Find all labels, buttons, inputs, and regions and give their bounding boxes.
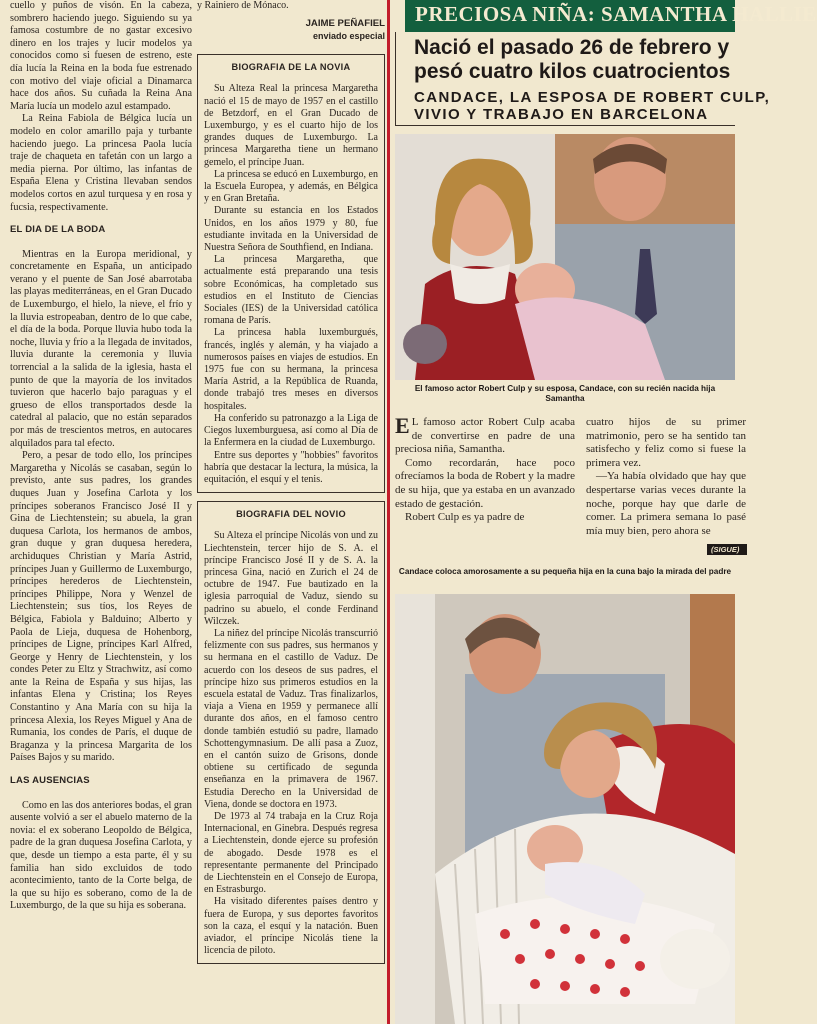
section-heading-absences: LAS AUSENCIAS bbox=[10, 775, 90, 787]
body-column-1 bbox=[395, 413, 575, 525]
paragraph: La niñez del príncipe Nicolás transcurrió felizmente con sus padres, sus hermanos y su hermana en el castillo de Vaduz. De acuerdo con los deseos de sus padres, el príncipe hizo sus primeros estudios en la escuela estatal de Vaduz. Tras finalizarlos, viaja a Viena en 1959 y permanece allí durante dos años, en el famoso centro donde también estudió su padre, llamado Schottengymnasium. De allí pasa a Zuoz, en el cantón suizo de Grisons, donde obtiene su certificado de segunda enseñanza en la primavera de 1967. Estudia Derecho en la Universidad de Viena, donde se doctora en 1973. bbox=[204, 627, 378, 810]
photo-couple-with-newborn bbox=[395, 134, 735, 380]
author-name: JAIME PEÑAFIEL bbox=[305, 18, 385, 30]
photo-caption-top: El famoso actor Robert Culp y su esposa, Candace, con su recién nacida hija Samantha bbox=[414, 384, 716, 403]
paragraph: Robert Culp es ya padre de bbox=[405, 511, 525, 524]
paragraph: La princesa habla luxemburgués, francés, inglés y alemán, y ha viajado a numerosos países en viajes de estudios. En 1975 fue con su hermana, la princesa María Astrid, a la República de Ruanda, donde trabajó tres meses en diversos hospitales. bbox=[204, 327, 378, 412]
continued-tag: (SIGUE) bbox=[707, 544, 747, 555]
headline-line-2: pesó cuatro kilos cuatrocientos bbox=[414, 60, 731, 83]
paragraph: Ha visitado diferentes países dentro y fuera de Europa, y sus deportes favoritos son la caza, el esquí y la natación. Buen aviador, el príncipe Nicolás tiene la licencia de piloto. bbox=[204, 896, 378, 957]
bride-biography-title: BIOGRAFIA DE LA NOVIA bbox=[231, 62, 351, 73]
article-column-right bbox=[395, 0, 817, 1024]
headline-line-1: Nació el pasado 26 de febrero y bbox=[414, 36, 730, 59]
paragraph: La princesa se educó en Luxemburgo, en la Escuela Europea, y además, en Bélgica y en Gran Bretaña. bbox=[204, 168, 378, 205]
paragraph: Entre sus deportes y ''hobbies'' favoritos habría que destacar la lectura, la música, la equitación, el esquí y el tenis. bbox=[204, 449, 378, 485]
paragraph-text: L famoso actor Robert Culp acaba de convertirse en padre de una preciosa niña, Samantha. bbox=[395, 416, 575, 456]
paragraph: y Rainiero de Mónaco. bbox=[197, 0, 289, 11]
article-column-middle bbox=[197, 0, 385, 1024]
byline bbox=[197, 18, 385, 42]
paragraph: Durante su estancia en los Estados Unidos, en los años 1979 y 80, fue estudiante invitada en la Universidad de Nuestra Señora de Southfiend, en Indiana. bbox=[204, 205, 378, 254]
section-banner: PRECIOSA NIÑA: SAMANTHA HALLIE bbox=[405, 0, 735, 32]
paragraph: Mientras en la Europa meridional, y concretamente en España, un anticipado verano y el puente de San José abarrotaba las playas mediterráneas, en el Gran Ducado de Luxemburgo, el hielo, la nieve, el frío y la lluvia estropeaban, dentro de lo que cabe, el día de la boda. Porque lluvia hubo toda la noche, lluvia y frío a la llegada de invitados, lluvia durante la ceremonia y lluvia torrencial a la salida de la iglesia, hasta el punto de que la mayoría de los invitados tuvieron que hacerlo bajo paraguas y el grueso de ellos transportados desde la catedral al palacio, que no están separados por más de trescientos metros, en autocares alquilados para tal efecto. bbox=[10, 248, 192, 449]
drop-cap: E bbox=[395, 413, 410, 438]
paragraph bbox=[395, 413, 575, 457]
paragraph: Ha conferido su patronazgo a la Liga de Ciegos luxemburguesa, así como al Día de la Enfermera en la ciudad de Luxemburgo. bbox=[204, 412, 378, 449]
subheadline-line-1: CANDACE, LA ESPOSA DE ROBERT CULP, bbox=[414, 89, 771, 106]
paragraph: Pero, a pesar de todo ello, los príncipes Margaretha y Nicolás se casaban, según lo previsto, ante sus padres, los grandes duques Juan y Josefina Carlota y los príncipes soberanos Francisco José II y Gina de Liechtenstein; su abuela, la gran duquesa Carlota, los hermanos de ambos, gran duque y gran duquesa heredera, archiduques Christian y María Astrid, príncipes Juan y Guillermo de Luxemburgo, príncipes herederos de Liechtenstein, príncipes Philippe, Nora y Wenzel de Liechtenstein; sus tíos, los Reyes de Bélgica, Fabiola y Balduino; Alberto y Paola de Lieja, duquesa de Hohenborg, príncipes de Ligne, príncipes Karl Alfred, George y Henry de Liechtenstein, y los condes Peter zu Eltz y Strachwitz, así como ante la Reina de España y sus hijas, las infantas Elena y Cristina; los Reyes Constantino y Ana María con su hija la princesa Alexia, los Reyes Miguel y Ana de Rumania, los condes de París, el duque de Braganza y la princesa Margarita de los Países Bajos y su marido. bbox=[10, 450, 192, 764]
headline-block bbox=[395, 32, 771, 126]
paragraph: cuatro hijos de su primer matrimonio, pero se ha sentido tan satisfecho y feliz como si fuese la primera vez. bbox=[586, 416, 746, 469]
paragraph: La princesa Margaretha, que actualmente está preparando una tesis sobre Económicas, ha completado sus estudios en el Instituto de Ciencias Sociales (IES) de la Universidad católica romana de París. bbox=[204, 254, 378, 327]
paragraph: Como en las dos anteriores bodas, el gran ausente volvió a ser el abuelo materno de la novia: el ex soberano Leopoldo de Bélgica, padre de la gran duquesa Josefina Carlota, y que, desde un tiempo a esta parte, él y su familia han sido excluidos de todo acontecimiento, tanto de la Corte belga, de la que su hijo es soberano, como de la de Luxemburgo, de la que su hija es soberana. bbox=[10, 799, 192, 912]
paragraph: —Ya había olvidado que hay que despertarse varias veces durante la noche, porque hay que darle de comer. La primera semana lo pasé mía muy bien, pero ahora se bbox=[586, 470, 746, 537]
groom-biography-box bbox=[197, 501, 385, 964]
photo-caption-bottom: Candace coloca amorosamente a su pequeña hija en la cuna bajo la mirada del padre bbox=[398, 567, 732, 576]
paragraph: De 1973 al 74 trabaja en la Cruz Roja Internacional, en Ginebra. Después regresa a Liechtenstein, donde ejerce su profesión de abogado. Desde 1978 es el representante permanente del Principado de Liechtenstein en el Consejo de Europa, en Estrasburgo. bbox=[204, 810, 378, 896]
subheadline-line-2: VIVIO Y TRABAJO EN BARCELONA bbox=[414, 106, 709, 123]
paragraph: La Reina Fabiola de Bélgica lucía un modelo en color amarillo paja y turbante haciendo juego. La princesa Paola lucía traje de chaqueta en tafetán con un largo a media pierna. Por último, las infantas de España Elena y Cristina llevaban sendos modelos cortos en azul turquesa y en rosa y fucsia, respectivamente. bbox=[10, 113, 192, 213]
paragraph: cuello y puños de visón. En la cabeza, sombrero haciendo juego. Siguiendo su ya famosa costumbre de no gastar excesivo dinero en los trajes y lucir modelos ya conocidos como si fuesen de estreno, este día lucía la Reina en la boda fue estrenado con motivo del viaje oficial a Dinamarca hace dos años. Su cuñada la Reina Ana María lucía un modelo azul estampado. bbox=[10, 0, 192, 112]
paragraph: Como recordarán, hace poco ofrecíamos la boda de Robert y la madre de su hija, que ya estaba en un avanzado estado de gestación. bbox=[395, 456, 575, 510]
groom-biography-title: BIOGRAFIA DEL NOVIO bbox=[236, 509, 346, 520]
article-body-right bbox=[395, 413, 746, 562]
bride-biography-box bbox=[197, 54, 385, 493]
body-column-2 bbox=[586, 416, 746, 538]
section-heading-wedding-day: EL DIA DE LA BODA bbox=[10, 224, 106, 236]
paragraph: Su Alteza el príncipe Nicolás von und zu Liechtenstein, tercer hijo de S. A. el príncipe Francisco José II y de S. A. la princesa Gina, nació en Zurich el 24 de octubre de 1947. Fue bautizado en la iglesia parroquial de Vaduz, siendo su padrino su abuelo, el conde Ferdinand Wilczek. bbox=[204, 530, 378, 627]
photo-mother-placing-baby-in-crib bbox=[395, 594, 735, 1024]
author-role: enviado especial bbox=[312, 31, 385, 42]
column-divider-rule bbox=[387, 0, 390, 1024]
paragraph: Su Alteza Real la princesa Margaretha nació el 15 de mayo de 1957 en el castillo de Betzdorf, en el Gran Ducado de Luxemburgo, y es el cuarto hijo de los grandes duques de Luxemburgo. La princesa Margaretha tiene un hermano gemelo, el príncipe Juan. bbox=[204, 83, 378, 168]
article-column-left bbox=[10, 0, 192, 1024]
